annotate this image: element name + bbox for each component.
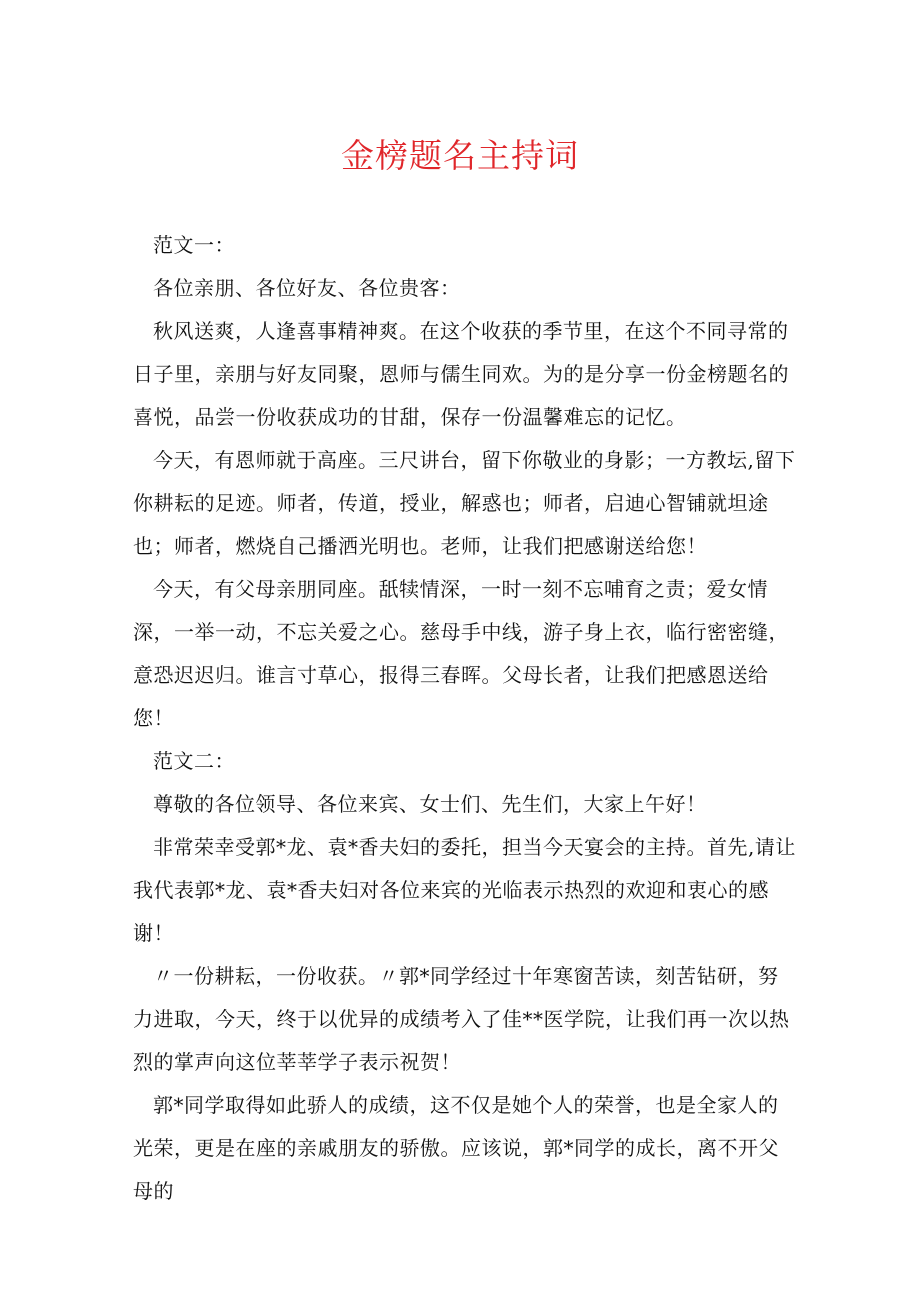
paragraph: 非常荣幸受郭*龙、袁*香夫妇的委托，担当今天宴会的主持。首先,请让我代表郭*龙、袁*香夫妇对各位来宾的光临表示热烈的欢迎和衷心的感谢！ [133,835,796,945]
paragraph-heading-sample-2: 范文二： [153,749,235,773]
paragraph: 今天，有恩师就于高座。三尺讲台，留下你敬业的身影；一方教坛,留下你耕耘的足迹。师者，传道，授业，解惑也；师者，启迪心智铺就坦途也；师者，燃烧自己播洒光明也。老师，让我们把感谢送给您！ [133,448,796,558]
paragraph: 今天，有父母亲朋同座。舐犊情深，一时一刻不忘哺育之责；爱女情深，一举一动，不忘关爱之心。慈母手中线，游子身上衣，临行密密缝，意恐迟迟归。谁言寸草心，报得三春晖。父母长者，让我们把感恩送给您！ [133,577,789,730]
document-body [133,224,797,1213]
document-title: 金榜题名主持词 [341,136,579,175]
paragraph-salutation-1: 各位亲朋、各位好友、各位贵客： [153,276,461,300]
paragraph: 〃一份耕耘，一份收获。〃郭*同学经过十年寒窗苦读，刻苦钻研，努力进取，今天，终于以优异的成绩考入了佳**医学院，让我们再一次以热烈的掌声向这位莘莘学子表示祝贺！ [133,964,790,1074]
paragraph-heading-sample-1: 范文一： [153,233,235,257]
paragraph-salutation-2: 尊敬的各位领导、各位来宾、女士们、先生们，大家上午好！ [153,792,707,816]
paragraph: 秋风送爽，人逢喜事精神爽。在这个收获的季节里，在这个不同寻常的日子里，亲朋与好友同聚，恩师与儒生同欢。为的是分享一份金榜题名的喜悦，品尝一份收获成功的甘甜，保存一份温馨难忘的记忆。 [133,319,789,429]
paragraph: 郭*同学取得如此骄人的成绩，这不仅是她个人的荣誉，也是全家人的光荣，更是在座的亲戚朋友的骄傲。应该说，郭*同学的成长，离不开父母的 [133,1093,779,1203]
